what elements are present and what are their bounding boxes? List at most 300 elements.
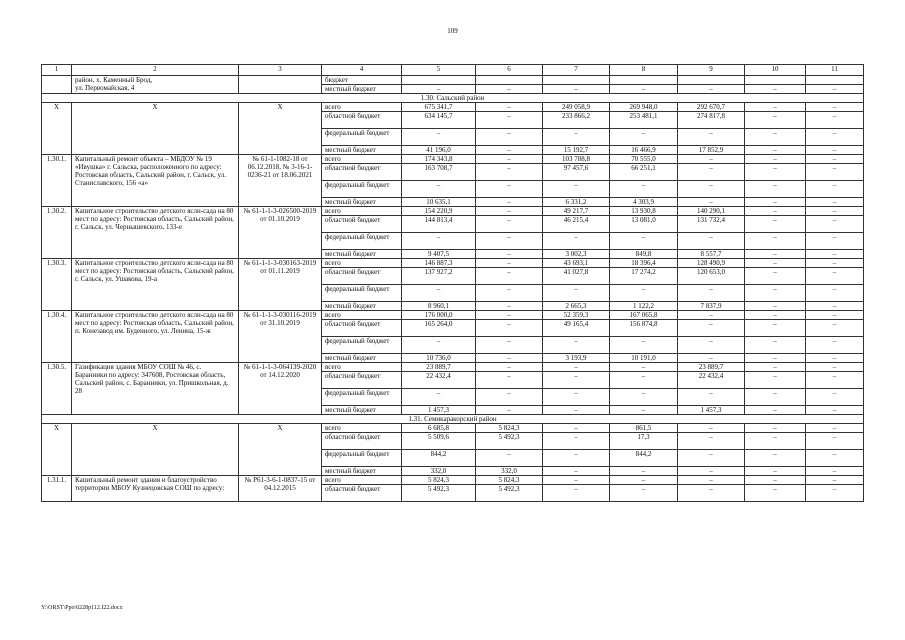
table-row (42, 363, 864, 372)
amount-cell: – (402, 337, 476, 354)
amount-cell: – (543, 285, 610, 302)
funding-source: федеральный бюджет (322, 285, 402, 302)
item-number: 1.30.1. (42, 155, 72, 207)
amount-cell: – (610, 181, 678, 198)
amount-cell: 1 457,3 (678, 406, 745, 415)
amount-cell: 17 852,9 (678, 146, 745, 155)
funding-source: федеральный бюджет (322, 389, 402, 406)
amount-cell: – (543, 424, 610, 433)
amount-cell: – (806, 354, 864, 363)
section-title: 1.31. Семикаракорский район (42, 415, 864, 424)
amount-cell: 43 693,1 (543, 259, 610, 268)
page-number: 109 (447, 27, 458, 35)
amount-cell: 8 557,7 (678, 250, 745, 259)
amount-cell: 292 670,7 (678, 103, 745, 112)
funding-source: всего (322, 207, 402, 216)
document-number: № 61-1-1-3-030116-2019 от 31.10.2019 (239, 311, 322, 363)
amount-cell: – (678, 476, 745, 485)
column-number: 6 (476, 65, 543, 76)
amount-cell: – (610, 363, 678, 372)
amount-cell: 144 813,4 (402, 216, 476, 233)
amount-cell: – (476, 250, 543, 259)
amount-cell: – (678, 424, 745, 433)
header-row (42, 65, 864, 76)
amount-cell: – (476, 268, 543, 285)
funding-source: федеральный бюджет (322, 450, 402, 467)
amount-cell: – (476, 337, 543, 354)
amount-cell: – (806, 302, 864, 311)
amount-cell: 167 065,8 (610, 311, 678, 320)
amount-cell: – (806, 164, 864, 181)
funding-source: областной бюджет (322, 216, 402, 233)
funding-source: всего (322, 476, 402, 485)
amount-cell: – (745, 450, 806, 467)
amount-cell: 140 290,1 (678, 207, 745, 216)
amount-cell: 66 251,1 (610, 164, 678, 181)
table-row (42, 103, 864, 112)
amount-cell: – (476, 285, 543, 302)
amount-cell (543, 76, 610, 85)
amount-cell (402, 76, 476, 85)
amount-cell: – (745, 285, 806, 302)
amount-cell: 49 217,7 (543, 207, 610, 216)
amount-cell: – (806, 424, 864, 433)
amount-cell: – (543, 467, 610, 476)
amount-cell: – (806, 233, 864, 250)
object-name: Газификация здания МБОУ СОШ № 46, с. Баранники по адресу: 347608, Ростовская область, Сальский район, с. Баранники, ул. Пришкольная, д. 28 (72, 363, 239, 415)
amount-cell: – (745, 337, 806, 354)
amount-cell: – (402, 129, 476, 146)
amount-cell: – (678, 311, 745, 320)
object-name: X (72, 424, 239, 476)
item-number: 1.30.3. (42, 259, 72, 311)
table-row (42, 424, 864, 433)
amount-cell: – (610, 85, 678, 94)
amount-cell: 844,2 (402, 450, 476, 467)
object-name: Капитальное строительство детского ясли-сада на 80 мест по адресу: Ростовская область, Сальский район, г. Сальск, ул. Чернышевского, 133-е (72, 207, 239, 259)
table-row (42, 311, 864, 320)
object-name: Капитальный ремонт объекта – МБДОУ № 19 «Ивушка» г. Сальска, расположенного по адресу: Ростовская область, Сальский район, г. Сальск, ул. Станиславского, 156 «а» (72, 155, 239, 207)
amount-cell: – (745, 198, 806, 207)
amount-cell: – (806, 363, 864, 372)
funding-source: местный бюджет (322, 406, 402, 415)
amount-cell: – (745, 259, 806, 268)
amount-cell: – (745, 363, 806, 372)
amount-cell: 10 635,1 (402, 198, 476, 207)
amount-cell: – (806, 155, 864, 164)
amount-cell: – (543, 129, 610, 146)
item-number: 1.30.4. (42, 311, 72, 363)
amount-cell: – (476, 450, 543, 467)
amount-cell: 176 000,0 (402, 311, 476, 320)
amount-cell: – (610, 476, 678, 485)
object-name: Капитальное строительство детского ясли-сада на 80 мест по адресу: Ростовская область, Сальский район, г. Сальск, ул. Ушакова, 19-а (72, 259, 239, 311)
amount-cell: – (745, 302, 806, 311)
amount-cell: – (476, 302, 543, 311)
amount-cell: – (806, 476, 864, 485)
amount-cell: – (678, 85, 745, 94)
amount-cell: – (678, 467, 745, 476)
amount-cell: 18 396,4 (610, 259, 678, 268)
amount-cell: – (745, 424, 806, 433)
amount-cell (745, 76, 806, 85)
amount-cell: 4 303,9 (610, 198, 678, 207)
object-name: X (72, 103, 239, 155)
amount-cell: 17,3 (610, 433, 678, 450)
amount-cell: – (745, 103, 806, 112)
amount-cell: 22 432,4 (678, 372, 745, 389)
amount-cell: – (543, 363, 610, 372)
amount-cell: – (745, 406, 806, 415)
amount-cell: 131 732,4 (678, 216, 745, 233)
amount-cell: – (806, 389, 864, 406)
amount-cell: 634 145,7 (402, 112, 476, 129)
column-number: 5 (402, 65, 476, 76)
amount-cell: – (476, 198, 543, 207)
amount-cell: – (745, 311, 806, 320)
amount-cell: 46 215,4 (543, 216, 610, 233)
item-number-cell (42, 76, 72, 94)
amount-cell: – (476, 406, 543, 415)
amount-cell: – (476, 181, 543, 198)
document-number: № 61-1-1-3-026500-2019 от 01.10.2019 (239, 207, 322, 259)
amount-cell: 5 492,3 (476, 433, 543, 450)
amount-cell: 165 264,0 (402, 320, 476, 337)
item-number: X (42, 424, 72, 476)
amount-cell: – (476, 233, 543, 250)
amount-cell: 5 509,6 (402, 433, 476, 450)
amount-cell: – (806, 207, 864, 216)
amount-cell: – (610, 337, 678, 354)
table-row (42, 76, 864, 85)
amount-cell: 5 492,3 (476, 485, 543, 502)
continued-object-name: район, х. Каменный Брод, ул. Первомайская, 4 (72, 76, 239, 94)
table-row (42, 155, 864, 164)
amount-cell: – (745, 164, 806, 181)
amount-cell: 103 788,8 (543, 155, 610, 164)
amount-cell: – (476, 103, 543, 112)
amount-cell: – (543, 433, 610, 450)
amount-cell: 269 948,0 (610, 103, 678, 112)
amount-cell: 137 927,2 (402, 268, 476, 285)
item-number: 1.30.2. (42, 207, 72, 259)
amount-cell: 3 002,3 (543, 250, 610, 259)
amount-cell: – (543, 450, 610, 467)
amount-cell: 332,0 (476, 467, 543, 476)
amount-cell: – (476, 389, 543, 406)
budget-table (41, 64, 864, 502)
amount-cell: 41 027,8 (543, 268, 610, 285)
amount-cell: – (678, 285, 745, 302)
amount-cell: – (745, 129, 806, 146)
amount-cell: 233 866,2 (543, 112, 610, 129)
funding-source: федеральный бюджет (322, 233, 402, 250)
table-row (42, 207, 864, 216)
funding-source: федеральный бюджет (322, 337, 402, 354)
amount-cell: – (476, 372, 543, 389)
amount-cell: – (610, 406, 678, 415)
funding-source: областной бюджет (322, 485, 402, 502)
amount-cell: – (806, 103, 864, 112)
item-number: 1.30.5. (42, 363, 72, 415)
amount-cell: – (745, 216, 806, 233)
funding-source: областной бюджет (322, 164, 402, 181)
amount-cell: 6 685,8 (402, 424, 476, 433)
amount-cell: – (610, 467, 678, 476)
funding-source: всего (322, 311, 402, 320)
amount-cell: – (745, 85, 806, 94)
amount-cell: – (806, 268, 864, 285)
amount-cell: – (402, 389, 476, 406)
amount-cell: – (745, 207, 806, 216)
amount-cell: – (543, 476, 610, 485)
amount-cell: – (476, 164, 543, 181)
funding-source: федеральный бюджет (322, 181, 402, 198)
amount-cell: – (745, 146, 806, 155)
amount-cell: – (543, 181, 610, 198)
funding-source: областной бюджет (322, 320, 402, 337)
amount-cell: – (610, 129, 678, 146)
funding-source: всего (322, 155, 402, 164)
column-number: 3 (239, 65, 322, 76)
amount-cell: 1 122,2 (610, 302, 678, 311)
amount-cell: – (806, 311, 864, 320)
document-number: № 61-1-1-3-064139-2020 от 14.12.2020 (239, 363, 322, 415)
amount-cell: – (476, 320, 543, 337)
amount-cell: – (543, 406, 610, 415)
funding-source: местный бюджет (322, 146, 402, 155)
amount-cell: – (745, 155, 806, 164)
amount-cell: 6 331,2 (543, 198, 610, 207)
amount-cell: 15 192,7 (543, 146, 610, 155)
amount-cell: 10 191,0 (610, 354, 678, 363)
amount-cell: 49 165,4 (543, 320, 610, 337)
amount-cell: 1 457,3 (402, 406, 476, 415)
amount-cell: – (543, 372, 610, 389)
amount-cell: 5 824,3 (402, 476, 476, 485)
amount-cell: – (745, 476, 806, 485)
amount-cell: – (745, 250, 806, 259)
funding-source: местный бюджет (322, 198, 402, 207)
amount-cell: – (806, 216, 864, 233)
amount-cell: – (745, 268, 806, 285)
funding-source: всего (322, 103, 402, 112)
amount-cell: – (745, 181, 806, 198)
amount-cell: – (678, 233, 745, 250)
amount-cell: 5 824,3 (476, 476, 543, 485)
document-number: № Р61-3-6-1-0837-15 от 04.12.2015 (239, 476, 322, 502)
amount-cell: – (806, 467, 864, 476)
amount-cell: 22 432,4 (402, 372, 476, 389)
column-number: 2 (72, 65, 239, 76)
amount-cell: 8 960,1 (402, 302, 476, 311)
amount-cell: 332,0 (402, 467, 476, 476)
amount-cell: – (806, 181, 864, 198)
amount-cell: – (806, 337, 864, 354)
amount-cell: 156 874,8 (610, 320, 678, 337)
document-number: № 61-1-1-3-030163-2019 от 01.11.2019 (239, 259, 322, 311)
file-path-footer: Y:\ORST\Ppo\0228p112.f22.docx (41, 605, 123, 611)
amount-cell: – (745, 112, 806, 129)
funding-source: бюджет (322, 76, 402, 85)
column-number: 8 (610, 65, 678, 76)
document-number: X (239, 424, 322, 476)
section-row (42, 94, 864, 103)
object-name: Капитальный ремонт здания и благоустройство территории МБОУ Кузнецовская СОШ по адресу: (72, 476, 239, 502)
amount-cell: – (745, 233, 806, 250)
amount-cell: – (476, 112, 543, 129)
column-number: 7 (543, 65, 610, 76)
amount-cell: – (806, 285, 864, 302)
amount-cell: – (678, 337, 745, 354)
amount-cell: – (745, 354, 806, 363)
amount-cell: – (806, 320, 864, 337)
amount-cell (806, 76, 864, 85)
column-number: 10 (745, 65, 806, 76)
funding-source: областной бюджет (322, 112, 402, 129)
amount-cell: 154 220,9 (402, 207, 476, 216)
amount-cell: – (806, 485, 864, 502)
amount-cell: – (806, 250, 864, 259)
amount-cell: 70 555,0 (610, 155, 678, 164)
amount-cell: 849,8 (610, 250, 678, 259)
column-number: 9 (678, 65, 745, 76)
amount-cell: 120 653,0 (678, 268, 745, 285)
amount-cell: – (678, 320, 745, 337)
amount-cell: – (610, 372, 678, 389)
amount-cell: 7 837,9 (678, 302, 745, 311)
amount-cell: – (610, 285, 678, 302)
column-number: 1 (42, 65, 72, 76)
amount-cell: – (476, 259, 543, 268)
amount-cell: – (476, 146, 543, 155)
amount-cell: 253 481,1 (610, 112, 678, 129)
amount-cell: – (402, 85, 476, 94)
amount-cell: – (476, 129, 543, 146)
amount-cell: 861,5 (610, 424, 678, 433)
amount-cell: 128 490,9 (678, 259, 745, 268)
amount-cell: – (806, 129, 864, 146)
amount-cell: – (806, 372, 864, 389)
section-row (42, 415, 864, 424)
amount-cell: 23 889,7 (678, 363, 745, 372)
amount-cell (678, 76, 745, 85)
amount-cell: 249 058,9 (543, 103, 610, 112)
table-row (42, 259, 864, 268)
document-cell (239, 76, 322, 94)
funding-source: местный бюджет (322, 85, 402, 94)
amount-cell: – (476, 207, 543, 216)
column-number: 4 (322, 65, 402, 76)
amount-cell: 52 359,3 (543, 311, 610, 320)
amount-cell: – (610, 389, 678, 406)
table-row (42, 476, 864, 485)
amount-cell: 41 196,0 (402, 146, 476, 155)
amount-cell: – (745, 320, 806, 337)
amount-cell: – (806, 85, 864, 94)
amount-cell: – (678, 181, 745, 198)
section-title: 1.30. Сальский район (42, 94, 864, 103)
funding-source: федеральный бюджет (322, 129, 402, 146)
amount-cell: – (806, 450, 864, 467)
amount-cell: 23 889,7 (402, 363, 476, 372)
amount-cell: – (745, 372, 806, 389)
amount-cell: – (806, 198, 864, 207)
amount-cell: – (543, 233, 610, 250)
amount-cell: – (678, 485, 745, 502)
amount-cell: – (745, 485, 806, 502)
amount-cell: – (678, 450, 745, 467)
amount-cell: – (806, 433, 864, 450)
amount-cell: 3 193,9 (543, 354, 610, 363)
amount-cell (476, 76, 543, 85)
amount-cell: 5 492,3 (402, 485, 476, 502)
amount-cell: 10 736,0 (402, 354, 476, 363)
document-number: № 61-1-1082-18 от 06.12.2018, № 3-16-1-0236-21 от 18.06.2021 (239, 155, 322, 207)
amount-cell: – (678, 164, 745, 181)
amount-cell: – (543, 389, 610, 406)
column-number: 11 (806, 65, 864, 76)
object-name: Капитальное строительство детского ясли-сада на 80 мест по адресу: Ростовская область, Сальский район, п. Конезавод им. Буденного, ул. Ленина, 15-ж (72, 311, 239, 363)
amount-cell (610, 76, 678, 85)
amount-cell: 844,2 (610, 450, 678, 467)
item-number: X (42, 103, 72, 155)
amount-cell: 146 887,3 (402, 259, 476, 268)
amount-cell: – (678, 198, 745, 207)
funding-source: всего (322, 259, 402, 268)
amount-cell: – (678, 354, 745, 363)
funding-source: всего (322, 424, 402, 433)
amount-cell: – (476, 216, 543, 233)
funding-source: областной бюджет (322, 268, 402, 285)
amount-cell: – (745, 389, 806, 406)
amount-cell: – (402, 181, 476, 198)
amount-cell: – (806, 259, 864, 268)
funding-source: местный бюджет (322, 302, 402, 311)
amount-cell: – (476, 363, 543, 372)
amount-cell: 16 466,9 (610, 146, 678, 155)
amount-cell: – (806, 406, 864, 415)
amount-cell: 274 817,8 (678, 112, 745, 129)
amount-cell: – (806, 112, 864, 129)
funding-source: областной бюджет (322, 433, 402, 450)
amount-cell: – (678, 129, 745, 146)
amount-cell: – (678, 155, 745, 164)
amount-cell: 97 457,6 (543, 164, 610, 181)
item-number: 1.31.1. (42, 476, 72, 502)
amount-cell: – (402, 285, 476, 302)
document-number: X (239, 103, 322, 155)
amount-cell: – (678, 389, 745, 406)
amount-cell: 13 081,0 (610, 216, 678, 233)
amount-cell: – (610, 485, 678, 502)
amount-cell: 9 407,5 (402, 250, 476, 259)
amount-cell: – (476, 85, 543, 94)
amount-cell: – (543, 337, 610, 354)
amount-cell: 13 930,8 (610, 207, 678, 216)
amount-cell: – (476, 155, 543, 164)
funding-source: областной бюджет (322, 372, 402, 389)
amount-cell: – (543, 85, 610, 94)
amount-cell: – (678, 433, 745, 450)
funding-source: местный бюджет (322, 467, 402, 476)
amount-cell: 675 341,7 (402, 103, 476, 112)
amount-cell: 174 343,8 (402, 155, 476, 164)
amount-cell: – (476, 354, 543, 363)
amount-cell: – (806, 146, 864, 155)
amount-cell: – (745, 467, 806, 476)
amount-cell: – (745, 433, 806, 450)
